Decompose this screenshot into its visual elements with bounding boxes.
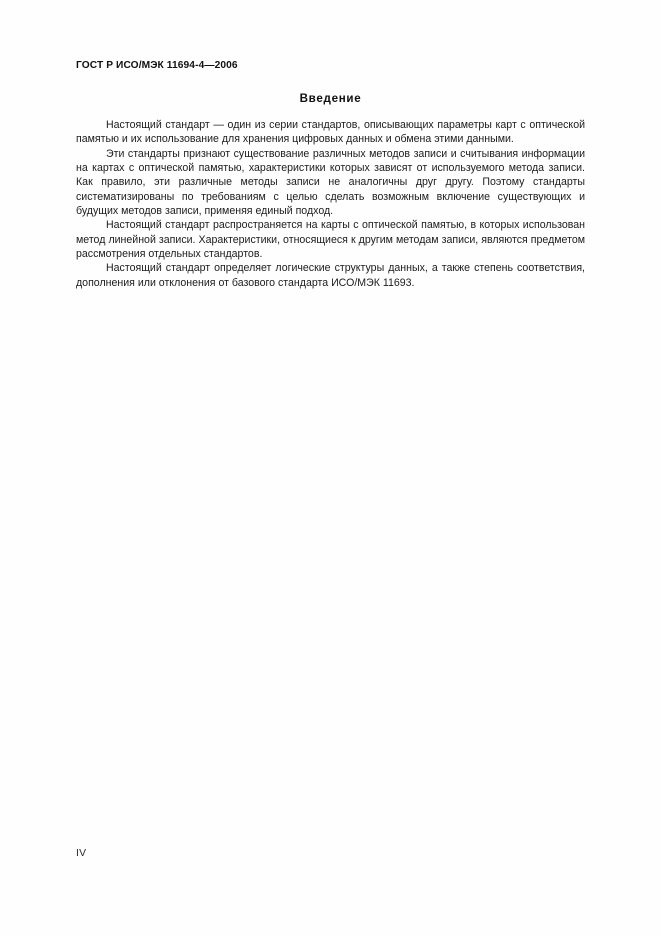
paragraph: Настоящий стандарт — один из серии стандартов, описывающих параметры карт с оптической памятью и их использование для хранения цифровых данных и обмена этими данными. [76, 119, 585, 146]
paragraph: Настоящий стандарт определяет логические структуры данных, а также степень соответствия, дополнения или отклонения от базового стандарта ИСО/МЭК 11693. [76, 262, 585, 289]
page-number: IV [76, 848, 87, 859]
page-title: Введение [299, 92, 362, 105]
document-header-standard-number: ГОСТ Р ИСО/МЭК 11694-4—2006 [76, 60, 238, 71]
paragraph: Эти стандарты признают существование различных методов записи и считывания информации на картах с оптической памятью, характеристики которых зависят от используемого метода записи. Как правило, эти различные методы записи не аналогичны друг другу. Поэтому стандарты систематизированы по требованиям с целью сделать возможным включение существующих и будущих методов записи, применяя единый подход. [76, 147, 585, 218]
paragraph: Настоящий стандарт распространяется на карты с оптической памятью, в которых использован метод линейной записи. Характеристики, относящиеся к другим методам записи, являются предметом рассмотрения отдельных стандартов. [76, 219, 585, 261]
body-text-block [76, 118, 585, 290]
